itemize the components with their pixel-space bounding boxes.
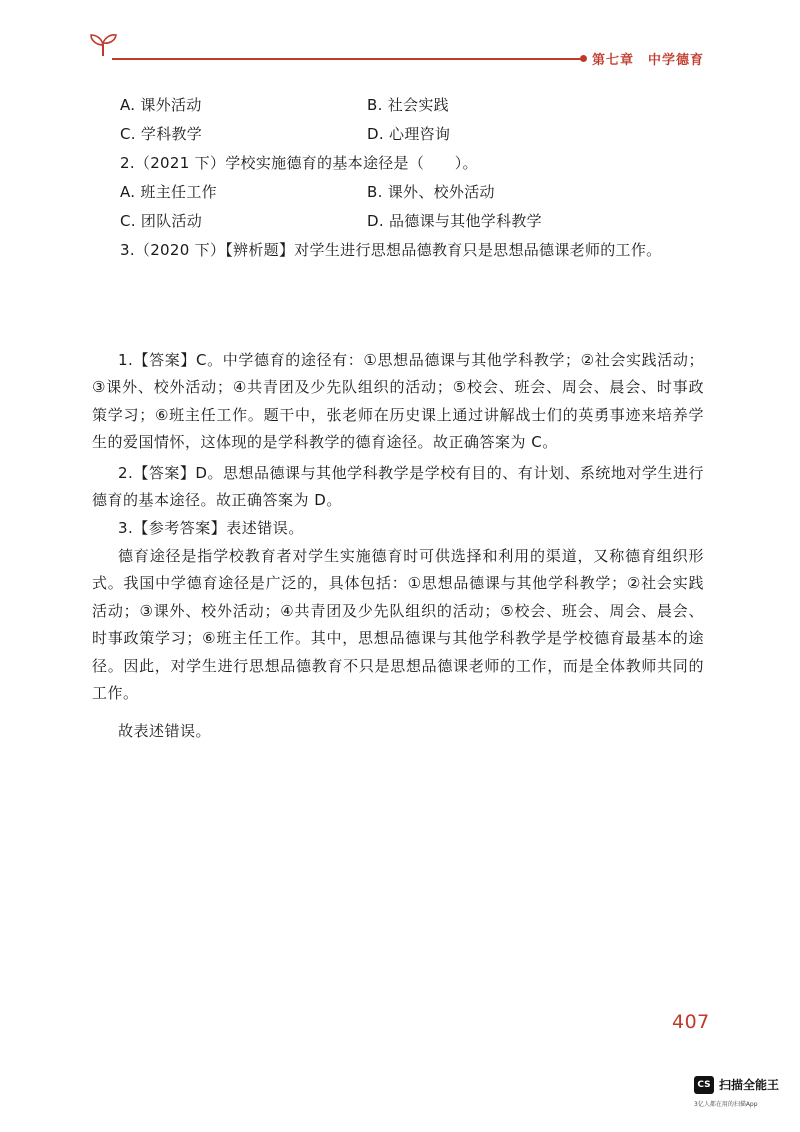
answer-3-conclusion: 故表述错误。	[118, 722, 212, 740]
q1-option-d: D. 心理咨询	[367, 125, 451, 143]
answer-2: 2.【答案】D。思想品德课与其他学科教学是学校有目的、有计划、系统地对学生进行德育的基本途径。故正确答案为 D。	[92, 464, 704, 510]
q1-option-b: B. 社会实践	[367, 96, 449, 114]
answer-1: 1.【答案】C。中学德育的途径有：①思想品德课与其他学科教学；②社会实践活动；③课外、校外活动；④共青团及少先队组织的活动；⑤校会、班会、周会、晨会、时事政策学习；⑥班主任工作。题干中，张老师在历史课上通过讲解战士们的英勇事迹来培养学生的爱国情怀，这体现的是学科教学的德育途径。故正确答案为 C。	[92, 351, 704, 452]
q2-option-d: D. 品德课与其他学科教学	[367, 212, 542, 230]
answer-3-explanation: 德育途径是指学校教育者对学生实施德育时可供选择和利用的渠道，又称德育组织形式。我国中学德育途径是广泛的，具体包括：①思想品德课与其他学科教学；②社会实践活动；③课外、校外活动；④共青团及少先队组织的活动；⑤校会、班会、周会、晨会、时事政策学习；⑥班主任工作。其中，思想品德课与其他学科教学是学校德育最基本的途径。因此，对学生进行思想品德教育不只是思想品德课老师的工作，而是全体教师共同的工作。	[92, 547, 704, 703]
q2-stem: 2.（2021 下）学校实施德育的基本途径是（ ）。	[120, 154, 478, 172]
sprout-icon	[88, 32, 118, 58]
q2-option-c: C. 团队活动	[120, 212, 203, 230]
camscanner-tagline: 3亿人都在用的扫描App	[694, 1101, 758, 1108]
camscanner-name: 扫描全能王	[719, 1078, 780, 1092]
header-rule	[112, 58, 582, 60]
chapter-title: 第七章 中学德育	[592, 53, 705, 68]
page-number: 407	[672, 1011, 710, 1033]
answer-3-heading: 3.【参考答案】表述错误。	[118, 519, 304, 537]
camscanner-logo-icon: CS	[694, 1076, 714, 1094]
header-dot	[580, 55, 587, 62]
q1-option-a: A. 课外活动	[120, 96, 202, 114]
q3-stem: 3.（2020 下）【辨析题】对学生进行思想品德教育只是思想品德课老师的工作。	[120, 241, 662, 259]
q1-option-c: C. 学科教学	[120, 125, 203, 143]
q2-option-a: A. 班主任工作	[120, 183, 217, 201]
q2-option-b: B. 课外、校外活动	[367, 183, 495, 201]
